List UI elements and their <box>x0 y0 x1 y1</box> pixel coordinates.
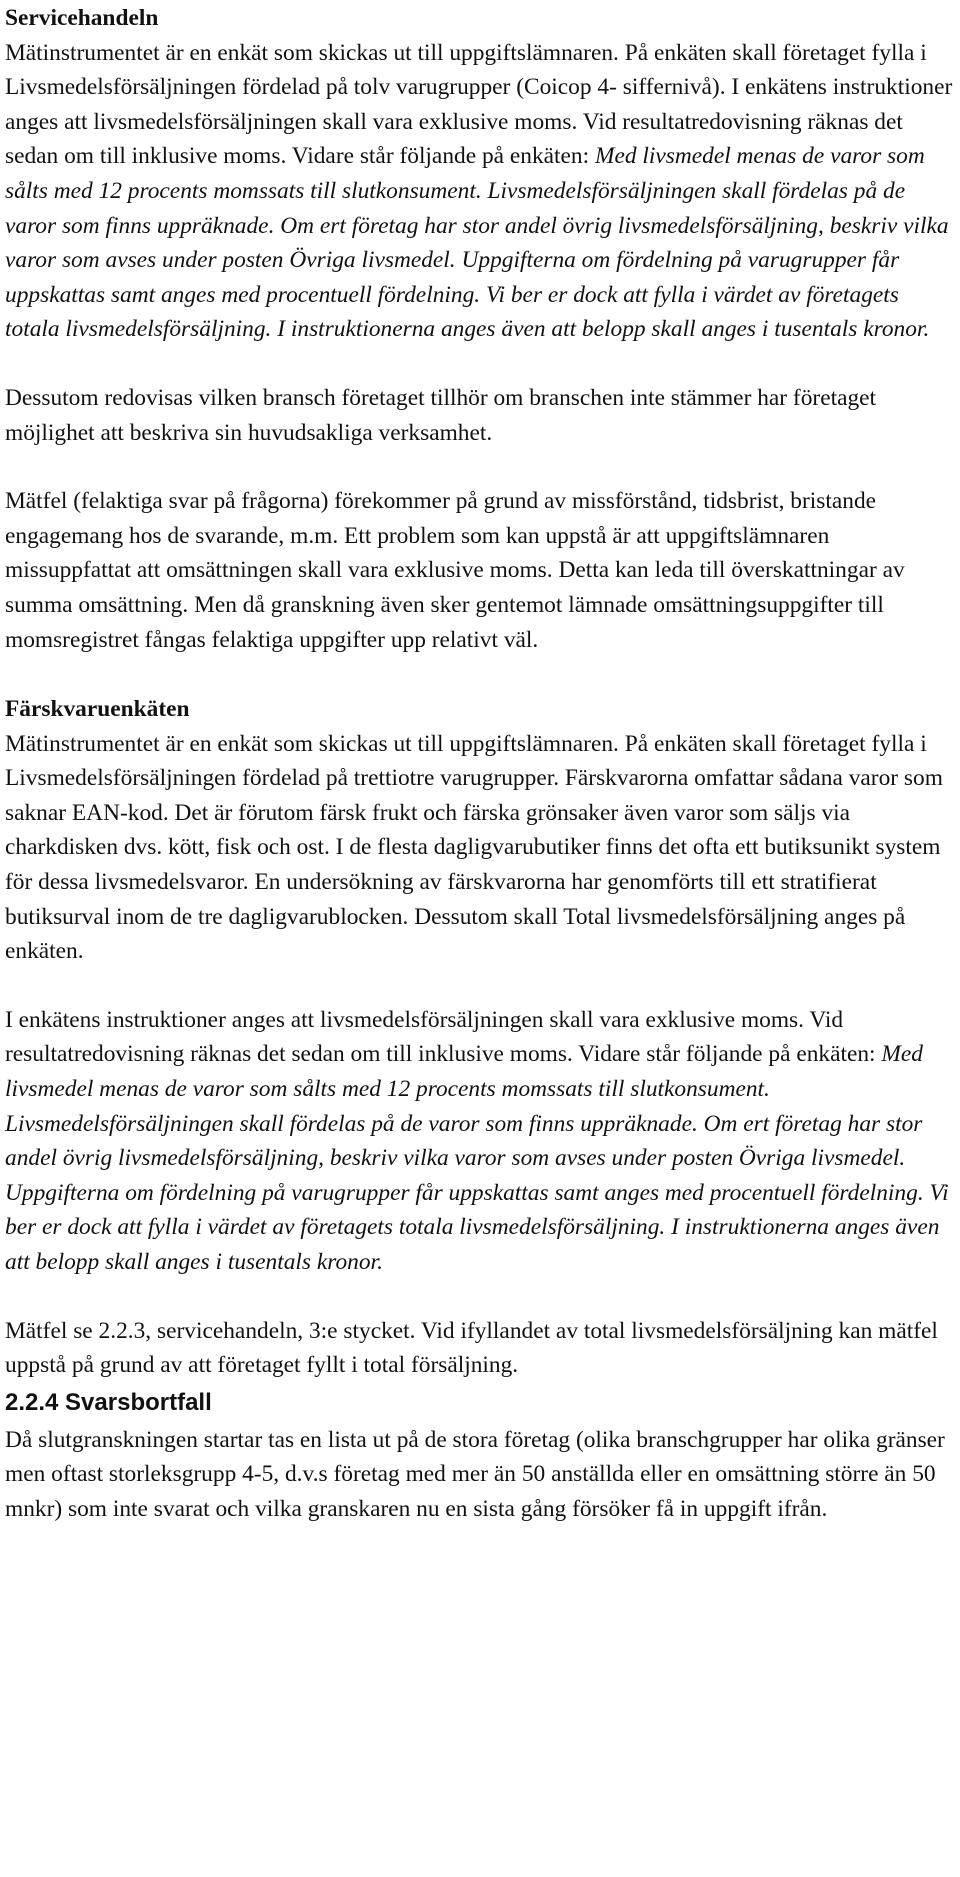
section-heading-farskvaruenkaten: Färskvaruenkäten <box>5 696 190 723</box>
paragraph-svarsbortfall: Då slutgranskningen startar tas en lista ut på de stora företag (olika branschgrupper har olika gränser men oftast storleksgrupp 4-5, d.v.s företag med mer än 50 anställda eller en omsättning större än 50 mnkr) som inte svarat och vilka granskaren nu en sista gång försöker få in uppgift ifrån. <box>5 1426 945 1522</box>
paragraph-italic-quote: Med livsmedel menas de varor som sålts med 12 procents momssats till slutkonsument. Livsmedelsförsäljningen skall fördelas på de varor som finns uppräknade. Om ert företag har stor andel övrig livsmedelsförsäljning, beskriv vilka varor som avses under posten Övriga livsmedel. Uppgifterna om fördelning på varugrupper får uppskattas samt anges med procentuell fördelning. Vi ber er dock att fylla i värdet av företagets totala livsmedelsförsäljning. I instruktionerna anges även att belopp skall anges i tusentals kronor. <box>5 143 949 343</box>
paragraph-text: Mätinstrumentet är en enkät som skickas ut till uppgiftslämnaren. På enkäten skall företaget fylla i Livsmedelsförsäljningen fördelad på tolv varugrupper (Coicop 4- siffernivå). I enkätens instruktioner anges att livsmedelsförsäljningen skall vara exklusive moms. Vid resultatredovisning räknas det sedan om till inklusive moms. Vidare står följande på enkäten: <box>5 39 953 170</box>
paragraph-farskvaror-matfel: Mätfel se 2.2.3, servicehandeln, 3:e stycket. Vid ifyllandet av total livsmedelsförsäljning kan mätfel uppstå på grund av att företaget fyllt i total försäljning. <box>5 1317 938 1379</box>
section-heading-svarsbortfall: 2.2.4 Svarsbortfall <box>5 1388 212 1416</box>
paragraph-italic-quote: Med livsmedel menas de varor som sålts med 12 procents momssats till slutkonsument. Livsmedelsförsäljningen skall fördelas på de varor som finns uppräknade. Om ert företag har stor andel övrig livsmedelsförsäljning, beskriv vilka varor som avses under posten Övriga livsmedel. Uppgifterna om fördelning på varugrupper får uppskattas samt anges med procentuell fördelning. Vi ber er dock att fylla i värdet av företagets totala livsmedelsförsäljning. I instruktionerna anges även att belopp skall anges i tusentals kronor. <box>5 1041 949 1275</box>
section-heading-servicehandeln: Servicehandeln <box>5 5 159 31</box>
paragraph-servicehandeln-instrument <box>5 36 957 347</box>
svarsbortfall-section <box>5 1383 957 1527</box>
paragraph-gap <box>5 347 957 381</box>
section-gap <box>5 657 957 691</box>
paragraph-text: I enkätens instruktioner anges att livsmedelsförsäljningen skall vara exklusive moms. Vid resultatredovisning räknas det sedan om till inklusive moms. Vidare står följande på enkäten: <box>5 1006 882 1068</box>
paragraph-gap <box>5 969 957 1003</box>
farskvaruenkaten-section <box>5 692 957 1383</box>
servicehandeln-section <box>5 1 957 657</box>
paragraph-gap <box>5 1280 957 1314</box>
paragraph-gap <box>5 450 957 484</box>
document-page <box>5 0 957 1527</box>
paragraph-farskvaror-instrument: Mätinstrumentet är en enkät som skickas ut till uppgiftslämnaren. På enkäten skall företaget fylla i Livsmedelsförsäljningen fördelad på trettiotre varugrupper. Färskvarorna omfattar sådana varor som saknar EAN-kod. Det är förutom färsk frukt och färska grönsaker även varor som säljs via charkdisken dvs. kött, fisk och ost. I de flesta dagligvarubutiker finns det ofta ett butiksunikt system för dessa livsmedelsvaror. En undersökning av färskvarorna har genomförts till ett stratifierat butiksurval inom de tre dagligvarublocken. Dessutom skall Total livsmedelsförsäljning anges på enkäten. <box>5 730 943 965</box>
paragraph-servicehandeln-matfel: Mätfel (felaktiga svar på frågorna) förekommer på grund av missförstånd, tidsbrist, bristande engagemang hos de svarande, m.m. Ett problem som kan uppstå är att uppgiftslämnaren missuppfattat att omsättningen skall vara exklusive moms. Detta kan leda till överskattningar av summa omsättning. Men då granskning även sker gentemot lämnade omsättningsuppgifter till momsregistret fångas felaktiga uppgifter upp relativt väl. <box>5 488 905 653</box>
paragraph-farskvaror-instruktioner <box>5 1003 957 1280</box>
paragraph-servicehandeln-bransch: Dessutom redovisas vilken bransch företaget tillhör om branschen inte stämmer har företaget möjlighet att beskriva sin huvudsakliga verksamhet. <box>5 384 877 446</box>
